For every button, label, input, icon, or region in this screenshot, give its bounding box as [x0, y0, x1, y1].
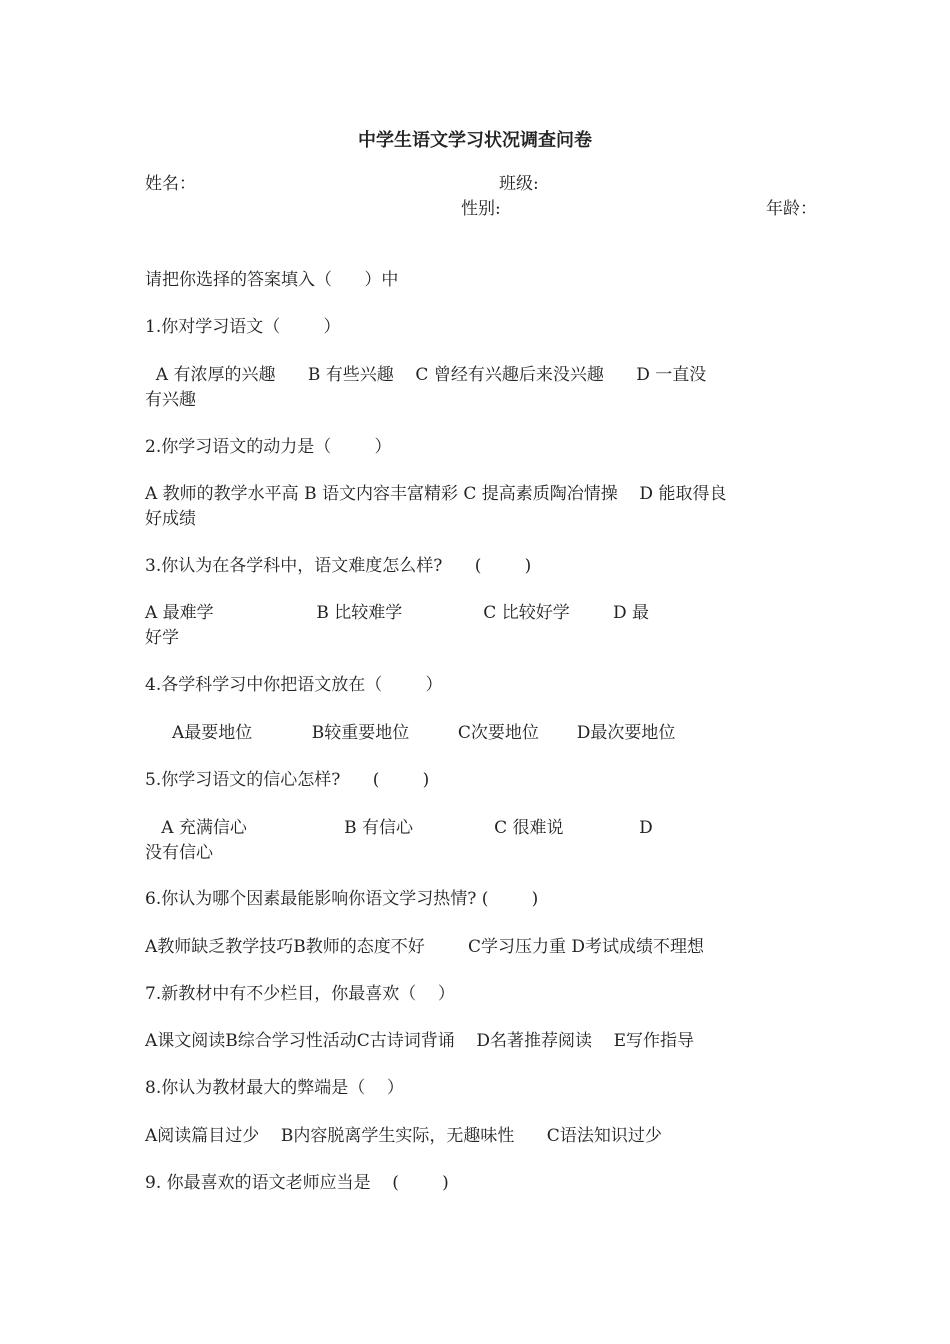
question-4-options: A最要地位 B较重要地位 C次要地位 D最次要地位 [145, 723, 676, 743]
question-1-options: A 有浓厚的兴趣 B 有些兴趣 C 曾经有兴趣后来没兴趣 D 一直没 [145, 365, 707, 385]
question-5: 5.你学习语文的信心怎样? ( ) [145, 770, 430, 790]
question-9: 9. 你最喜欢的语文老师应当是 ( ) [145, 1173, 449, 1193]
gender-field-label: 性别: [461, 199, 501, 219]
question-2-options-cont: 好成绩 [145, 509, 196, 529]
question-1-options-cont: 有兴趣 [145, 390, 196, 410]
question-3-options-cont: 好学 [145, 628, 179, 648]
question-7-options: A课文阅读B综合学习性活动C古诗词背诵 D名著推荐阅读 E写作指导 [145, 1031, 695, 1051]
question-2: 2.你学习语文的动力是（ ） [145, 437, 392, 457]
question-6: 6.你认为哪个因素最能影响你语文学习热情? ( ) [145, 889, 539, 909]
class-field-label: 班级: [499, 174, 539, 194]
question-8-options: A阅读篇目过少 B内容脱离学生实际，无趣味性 C语法知识过少 [145, 1126, 662, 1146]
question-6-options: A教师缺乏教学技巧B教师的态度不好 C学习压力重 D考试成绩不理想 [145, 937, 705, 957]
question-7: 7.新教材中有不少栏目，你最喜欢（ ） [145, 984, 455, 1004]
document-title: 中学生语文学习状况调查问卷 [358, 130, 592, 151]
name-field-label: 姓名： [145, 174, 196, 194]
question-5-options: A 充满信心 B 有信心 C 很难说 D [145, 818, 653, 838]
question-3-options: A 最难学 B 比较难学 C 比较好学 D 最 [145, 603, 649, 623]
question-4: 4.各学科学习中你把语文放在（ ） [145, 675, 443, 695]
question-8: 8.你认为教材最大的弊端是（ ） [145, 1078, 404, 1098]
question-2-options: A 教师的教学水平高 B 语文内容丰富精彩 C 提高素质陶冶情操 D 能取得良 [145, 484, 727, 504]
question-5-options-cont: 没有信心 [145, 843, 213, 863]
age-field-label: 年龄： [766, 199, 817, 219]
question-1: 1.你对学习语文（ ） [145, 317, 341, 337]
instruction-text: 请把你选择的答案填入（ ）中 [145, 270, 399, 290]
question-3: 3.你认为在各学科中，语文难度怎么样? ( ) [145, 556, 532, 576]
